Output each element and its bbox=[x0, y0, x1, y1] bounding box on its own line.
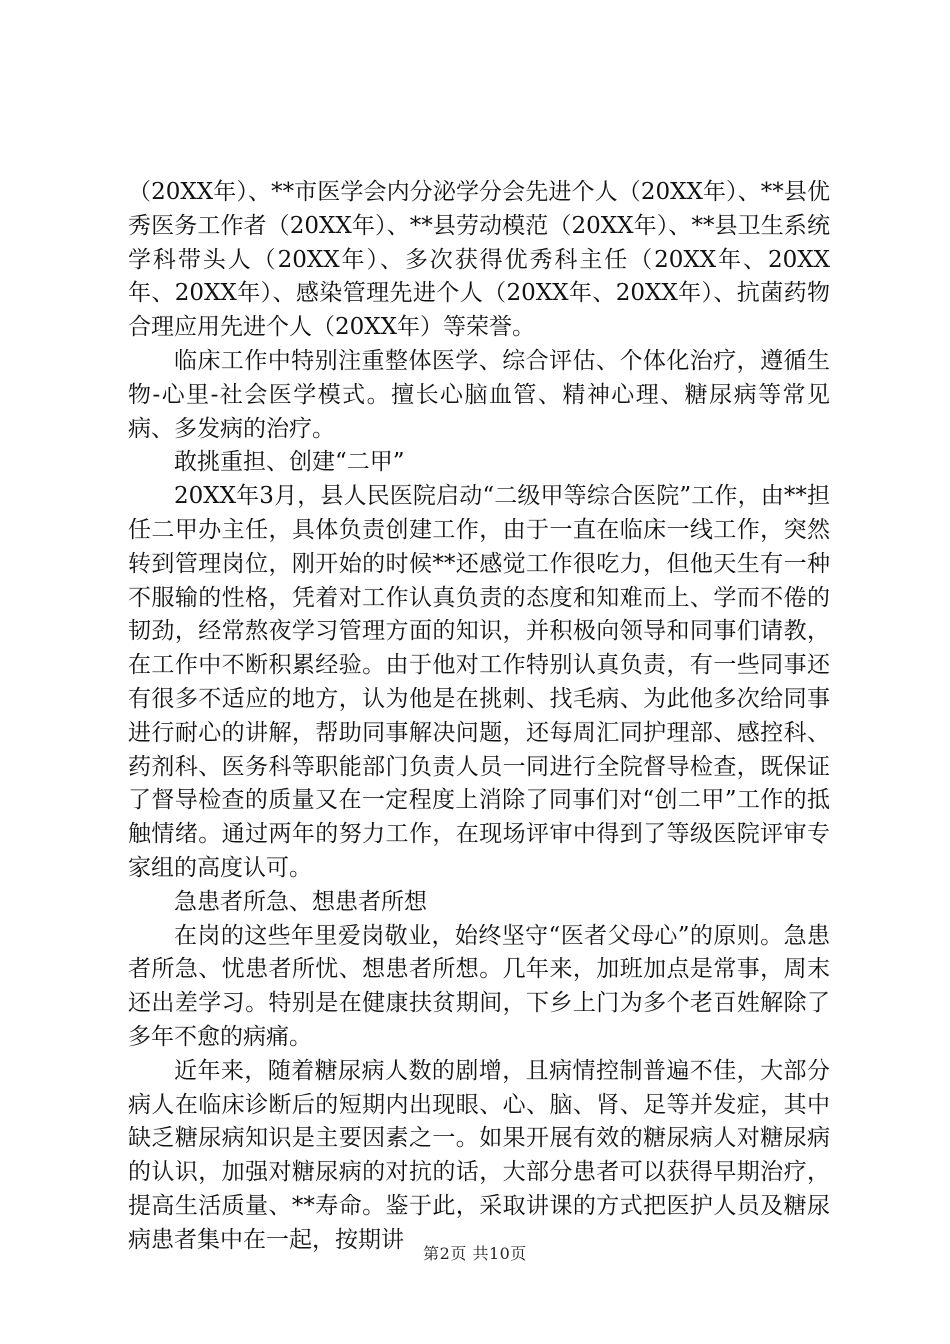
paragraph-honors-list: （20XX年）、**市医学会内分泌学分会先进个人（20XX年）、**县优秀医务工作者（20XX年）、**县劳动模范（20XX年）、**县卫生系统学科带头人（20XX年）、多次获得优秀科主任（20XX年、20XX年、20XX年）、感染管理先进个人（20XX年、20XX年）、抗菌药物合理应用先进个人（20XX年）等荣誉。 bbox=[128, 179, 830, 341]
page-number-footer: 第2页 共10页 bbox=[423, 1244, 527, 1263]
paragraph-second-grade-hospital: 20XX年3月，县人民医院启动“二级甲等综合医院”工作，由**担任二甲办主任，具体负责创建工作，由于一直在临床一线工作，突然转到管理岗位，刚开始的时候**还感觉工作很吃力，但他天生有一种不服输的性格，凭着对工作认真负责的态度和知难而上、学而不倦的韧劲，经常熬夜学习管理方面的知识，并积极向领导和同事们请教，在工作中不断积累经验。由于他对工作特别认真负责，有一些同事还有很多不适应的地方，认为他是在挑刺、找毛病、为此他多次给同事进行耐心的讲解，帮助同事解决问题，还每周汇同护理部、感控科、药剂科、医务科等职能部门负责人员一同进行全院督导检查，既保证了督导检查的质量又在一定程度上消除了同事们对“创二甲”工作的抵触情绪。通过两年的努力工作，在现场评审中得到了等级医院评审专家组的高度认可。 bbox=[128, 483, 830, 881]
document-body bbox=[128, 176, 830, 1258]
paragraph-clinical-work: 临床工作中特别注重整体医学、综合评估、个体化治疗，遵循生物-心里-社会医学模式。擅长心脑血管、精神心理、糖尿病等常见病、多发病的治疗。 bbox=[128, 347, 830, 442]
paragraph-diabetes-education: 近年来，随着糖尿病人数的剧增，且病情控制普遍不佳，大部分病人在临床诊断后的短期内出现眼、心、脑、肾、足等并发症，其中缺乏糖尿病知识是主要因素之一。如果开展有效的糖尿病人对糖尿病的认识，加强对糖尿病的对抗的话，大部分患者可以获得早期治疗，提高生活质量、**寿命。鉴于此，采取讲课的方式把医护人员及糖尿病患者集中在一起，按期讲 bbox=[128, 1057, 830, 1253]
section-heading-second-grade: 敢挑重担、创建“二甲” bbox=[174, 449, 405, 476]
paragraph-dedication: 在岗的这些年里爱岗敬业，始终坚守“医者父母心”的原则。急患者所急、忧患者所忧、想患者所想。几年来，加班加点是常事，周末还出差学习。特别是在健康扶贫期间，下乡上门为多个老百姓解除了多年不愈的病痛。 bbox=[128, 922, 830, 1050]
section-heading-patients-first: 急患者所急、想患者所想 bbox=[174, 888, 427, 915]
